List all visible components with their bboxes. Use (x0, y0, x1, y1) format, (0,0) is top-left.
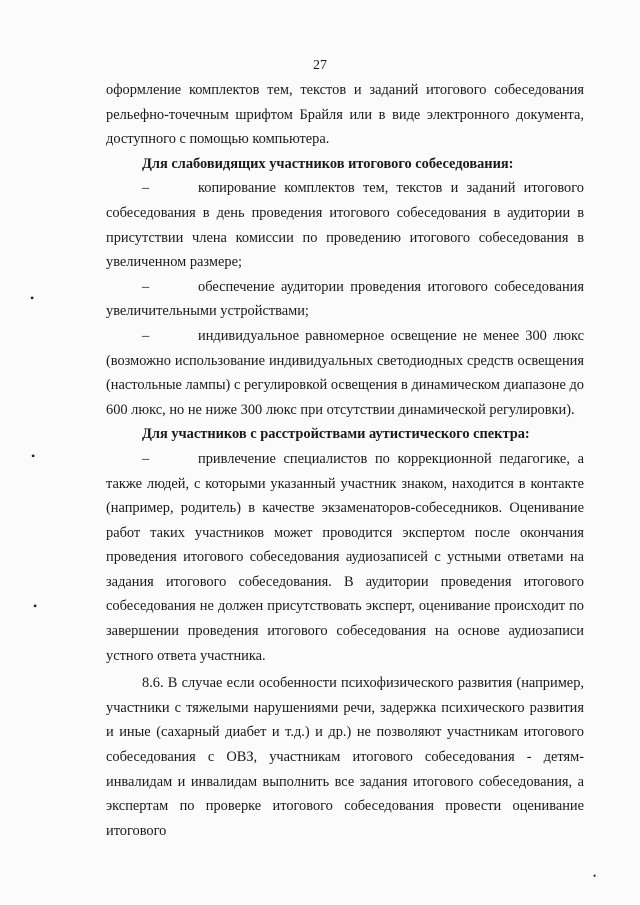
list-item-text: обеспечение аудитории проведения итогового собеседования увеличительными устройствами; (106, 278, 584, 320)
section-8-6-paragraph: 8.6. В случае если особенности психофизического развития (например, участники с тяжелыми нарушениями речи, задержка психического развития и иные (сахарный диабет и т.д.) и др.) не позволяют участникам итогового собеседования с ОВЗ, участникам итогового собеседования - детям-инвалидам и инвалидам выполнить все задания итогового собеседования, а экспертам по проверке итогового собеседования провести оценивание итогового (106, 675, 584, 839)
list-item-text: копирование комплектов тем, текстов и заданий итогового собеседования в день проведения итогового собеседования в аудитории в присутствии члена комиссии по проведению итогового собеседования в увеличенном размере; (106, 180, 584, 271)
heading-visually-impaired: Для слабовидящих участников итогового собеседования: (142, 155, 514, 172)
scan-speck: • (593, 871, 597, 881)
document-body (106, 78, 584, 843)
list-item-text: привлечение специалистов по коррекционной педагогике, а также людей, с которыми указанный участник знаком, находится в контакте (например, родитель) в качестве экзаменаторов-собеседников. Оценивание работ таких участников может проводится экспертом после окончания проведения итогового собеседования аудиозаписей с устными ответами на задания итогового собеседования. В аудитории проведения итогового собеседования не должен присутствовать эксперт, оценивание происходит по завершении проведения итогового собеседования на основе аудиозаписи устного ответа участника. (106, 450, 584, 664)
list-item (106, 176, 584, 274)
scan-speck: • (30, 291, 35, 305)
bullet-dash: – (142, 180, 150, 197)
page-number: 27 (313, 58, 327, 73)
bullet-dash: – (142, 450, 150, 467)
bullet-dash: – (142, 278, 150, 295)
list-item (106, 447, 584, 668)
heading-autism: Для участников с расстройствами аутистического спектра: (142, 426, 530, 443)
scan-speck: • (33, 599, 38, 613)
list-item (106, 324, 584, 422)
continuation-paragraph: оформление комплектов тем, текстов и заданий итогового собеседования рельефно-точечным шрифтом Брайля или в виде электронного документа, доступного с помощью компьютера. (106, 82, 584, 148)
list-item-text: индивидуальное равномерное освещение не менее 300 люкс (возможно использование индивидуальных светодиодных средств освещения (настольные лампы) с регулировкой освещения в динамическом диапазоне до 600 люкс, но не ниже 300 люкс при отсутствии динамической регулировки). (106, 327, 584, 418)
scan-speck: • (31, 449, 36, 463)
list-item (106, 275, 584, 324)
bullet-dash: – (142, 327, 150, 344)
